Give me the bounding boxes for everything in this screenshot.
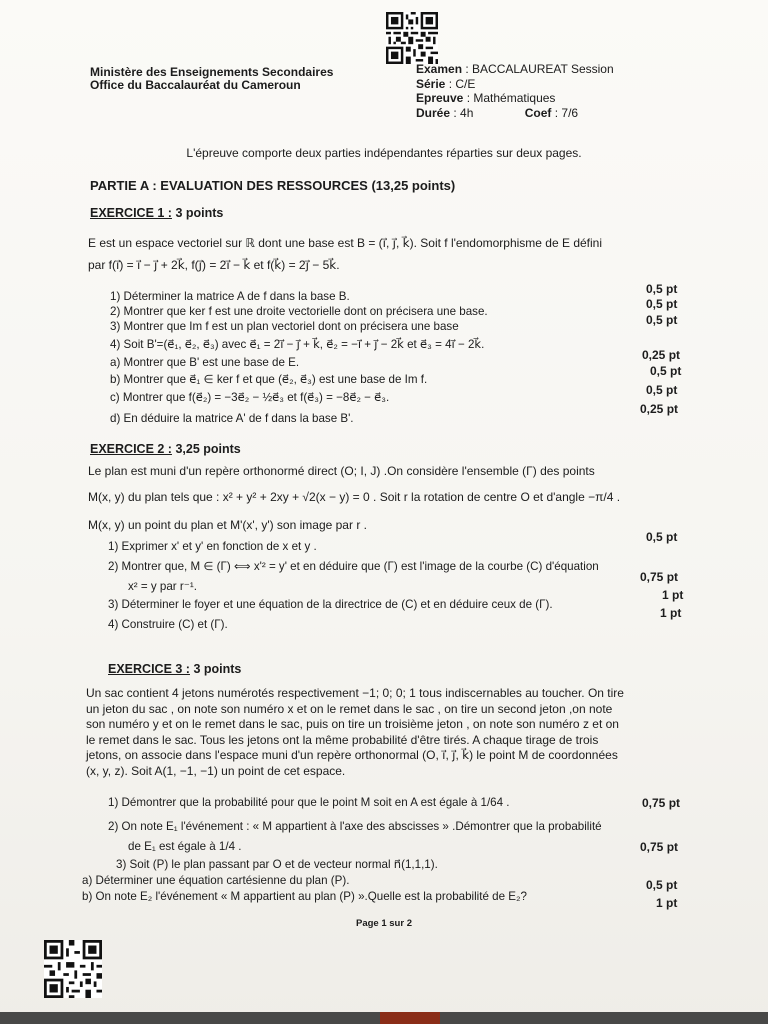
ex1-item: 3) Montrer que Im f est un plan vectoriel dont on précisera une base	[110, 320, 459, 333]
exercice-2-points: 3,25 points	[171, 442, 241, 456]
ex3-item-points: 0,75 pt	[640, 840, 679, 854]
ex3-item-points: 0,75 pt	[642, 796, 681, 810]
ex1-item: c) Montrer que f(e⃗₂) = −3e⃗₂ − ½e⃗₃ et f(e⃗₃) = −8e⃗₂ − e⃗₃.	[110, 391, 390, 404]
ex1-item-points: 0,5 pt	[650, 364, 682, 378]
qr-code-top	[386, 12, 438, 64]
ex2-item-points: 0,75 pt	[640, 570, 679, 584]
ministry-name: Ministère des Enseignements Secondaires	[90, 65, 334, 79]
ex2-item-points: 0,5 pt	[646, 530, 678, 544]
epreuve-label: Epreuve	[416, 91, 464, 105]
paragraph-line: le remet dans le sac. Tous les jetons ont la même probabilité d'être tirés. A chaque tirage de trois	[86, 732, 599, 747]
exercice-1-points: 3 points	[171, 206, 224, 220]
ex1-item: b) Montrer que e⃗₁ ∈ ker f et que (e⃗₂, e⃗₃) est une base de Im f.	[110, 373, 428, 386]
ex1-item-points: 0,5 pt	[646, 282, 678, 296]
exercice-2-intro-2: M(x, y) du plan tels que : x² + y² + 2xy + √2(x − y) = 0 . Soit r la rotation de centre O et d'angle −π/4 .	[88, 490, 621, 504]
office-name: Office du Baccalauréat du Cameroun	[90, 78, 301, 92]
ex2-item: x² = y par r⁻¹.	[128, 580, 197, 593]
ex2-item: 2) Montrer que, M ∈ (Γ) ⟺ x'² = y' et en déduire que (Γ) est l'image de la courbe (C) d'équation	[108, 560, 599, 573]
ex2-item: 4) Construire (C) et (Γ).	[108, 618, 228, 631]
paragraph-line: un jeton du sac , on note son numéro x et on le remet dans le sac , on tire un second jeton ,on note	[86, 701, 613, 716]
ex1-item-points: 0,5 pt	[646, 383, 678, 397]
serie-value: : C/E	[448, 76, 476, 91]
ex3-item: a) Déterminer une équation cartésienne du plan (P).	[82, 874, 350, 887]
intro-text: L'épreuve comporte deux parties indépendantes réparties sur deux pages.	[186, 146, 582, 160]
duree-label: Durée	[416, 105, 451, 120]
examen-label: Examen	[416, 62, 463, 76]
ex1-item-points: 0,5 pt	[646, 297, 678, 311]
exercice-1-intro-2: par f(i⃗) = i⃗ − j⃗ + 2k⃗, f(j⃗) = 2i⃗ − k⃗ et f(k⃗) = 2j⃗ − 5k⃗.	[88, 258, 340, 272]
ex3-item: b) On note E₂ l'événement « M appartient au plan (P) ».Quelle est la probabilité de E₂?	[82, 890, 527, 903]
ex3-item-points: 0,5 pt	[646, 878, 678, 892]
paragraph-line: (x, y, z). Soit A(1, −1, −1) un point de cet espace.	[86, 763, 346, 778]
exercice-2-label: EXERCICE 2 :	[90, 442, 172, 456]
background-edge-accent	[380, 1012, 440, 1024]
ex2-item-points: 1 pt	[662, 588, 684, 602]
examen-value: : BACCALAUREAT Session	[465, 62, 614, 76]
ex2-item: 3) Déterminer le foyer et une équation de la directrice de (C) et en déduire ceux de (Γ).	[108, 598, 553, 611]
exercice-3-label: EXERCICE 3 :	[108, 662, 190, 676]
partie-a-title: PARTIE A : EVALUATION DES RESSOURCES (13,25 points)	[90, 178, 456, 193]
ex1-item: 4) Soit B'=(e⃗₁, e⃗₂, e⃗₃) avec e⃗₁ = 2i⃗ − j⃗ + k⃗, e⃗₂ = −i⃗ + j⃗ − 2k⃗ et e⃗₃ = 4i⃗ − 2k⃗.	[110, 338, 485, 351]
paragraph-line: son numéro y et on le remet dans le sac, puis on tire un troisième jeton , on note son numéro z et on	[86, 717, 619, 731]
ex1-item: d) En déduire la matrice A' de f dans la base B'.	[110, 412, 354, 425]
exercice-2-intro-3: M(x, y) un point du plan et M'(x', y') son image par r .	[88, 518, 367, 532]
exercice-3-title	[108, 662, 241, 676]
ex1-item: 2) Montrer que ker f est une droite vectorielle dont on précisera une base.	[110, 305, 488, 318]
ex1-item-points: 0,25 pt	[640, 402, 679, 416]
paragraph-line: jetons, on associe dans l'espace muni d'un repère orthonormal (O, i⃗, j⃗, k⃗) le point M de coordonnées	[86, 748, 618, 762]
ex3-item: de E₁ est égale à 1/4 .	[128, 840, 242, 853]
ex3-item: 2) On note E₁ l'événement : « M appartient à l'axe des abscisses » .Démontrer que la probabilité	[108, 820, 602, 833]
ex3-item: 1) Démontrer que la probabilité pour que le point M soit en A est égale à 1/64 .	[108, 796, 510, 809]
qr-code-bottom	[44, 940, 102, 998]
ex1-item-points: 0,5 pt	[646, 313, 678, 327]
ex1-item: a) Montrer que B' est une base de E.	[110, 356, 300, 369]
exercice-3-points: 3 points	[189, 662, 242, 676]
ex1-item: 1) Déterminer la matrice A de f dans la base B.	[110, 290, 350, 303]
institution-block	[90, 66, 333, 92]
ex3-item-points: 1 pt	[656, 896, 678, 910]
ex2-item: 1) Exprimer x' et y' en fonction de x et y .	[108, 540, 317, 553]
exercice-2-title	[90, 442, 241, 456]
coef-value: : 7/6	[554, 105, 579, 120]
exercice-2-intro-1: Le plan est muni d'un repère orthonormé direct (O; I, J) .On considère l'ensemble (Γ) des points	[88, 464, 595, 478]
ex2-item-points: 1 pt	[660, 606, 682, 620]
duree-value: : 4h	[453, 105, 474, 120]
coef-label: Coef	[524, 105, 552, 120]
serie-label: Série	[416, 76, 446, 91]
exercice-1-intro-1: E est un espace vectoriel sur ℝ dont une base est B = (i⃗, j⃗, k⃗). Soit f l'endomorphisme de E défini	[88, 236, 603, 250]
exercice-1-title	[90, 206, 223, 220]
exercice-3-paragraph	[86, 686, 624, 779]
exercice-1-label: EXERCICE 1 :	[90, 206, 172, 220]
page-number: Page 1 sur 2	[356, 918, 412, 929]
paragraph-line: Un sac contient 4 jetons numérotés respectivement −1; 0; 0; 1 tous indiscernables au toucher. On tire	[86, 686, 624, 700]
epreuve-value: : Mathématiques	[466, 91, 556, 105]
ex1-item-points: 0,25 pt	[642, 348, 681, 362]
exam-meta	[416, 62, 614, 120]
ex3-item: 3) Soit (P) le plan passant par O et de vecteur normal n⃗(1,1,1).	[116, 858, 438, 871]
